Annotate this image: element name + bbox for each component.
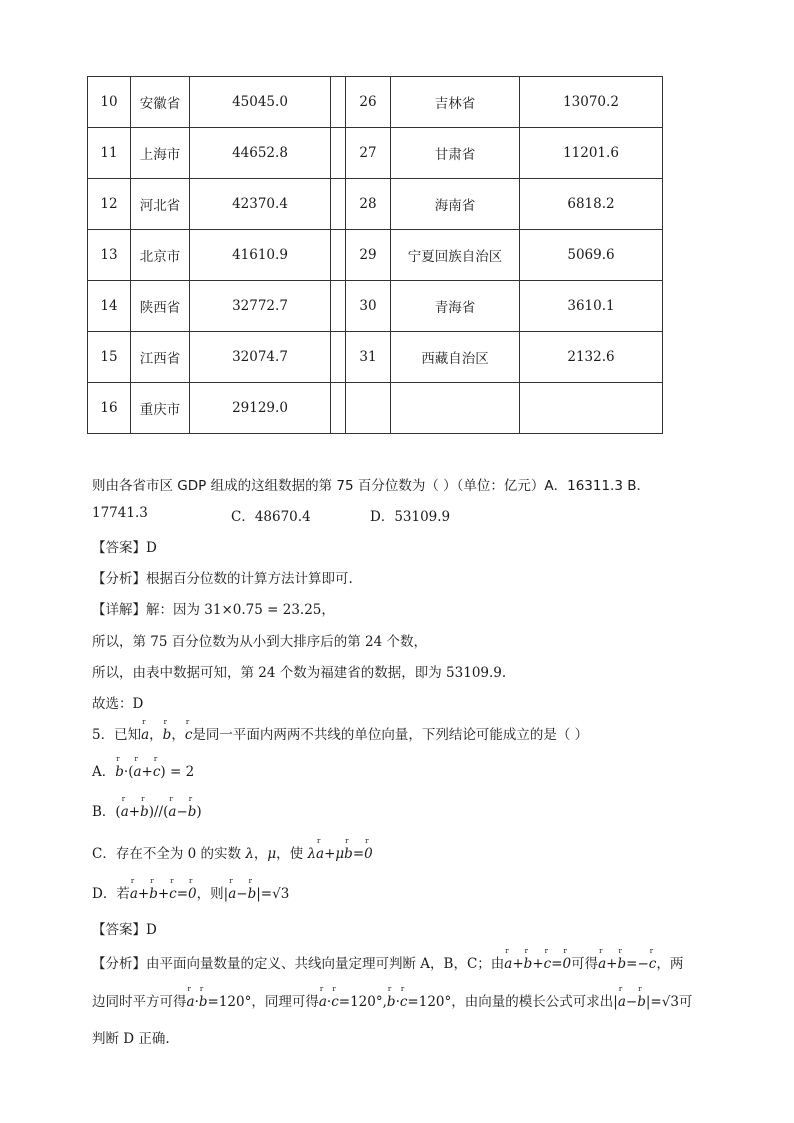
q5-stem: 5．已知r a，r b，r c是同一平面内两两不共线的单位向量，下列结论可能成立的是（ ） [92,723,588,743]
divider-cell [331,128,346,179]
q5-option-b: B．(r a+r b)//(r a−r b) [92,800,202,820]
divider-cell [331,77,346,128]
province-cell: 江西省 [131,332,190,383]
gdp-cell: 45045.0 [190,77,331,128]
divider-cell [331,383,346,434]
q4-options [92,505,451,525]
q4-choose: 故选：D [92,696,144,712]
province-cell: 安徽省 [131,77,190,128]
gdp-table [87,76,663,434]
q4-detail: 【详解】解：因为 31×0.75 = 23.25， [92,602,335,618]
rank-cell: 27 [346,128,391,179]
rank-cell: 16 [88,383,131,434]
table-row [88,230,663,281]
province-cell: 上海市 [131,128,190,179]
rank-cell [346,383,391,434]
gdp-cell: 41610.9 [190,230,331,281]
gdp-cell: 3610.1 [520,281,663,332]
q5-answer: 【答案】D [92,922,157,938]
gdp-cell: 5069.6 [520,230,663,281]
q4-answer: 【答案】D [92,540,157,556]
q5-option-d: D．若r a+r b+r c=r 0，则|r a−r b|=√3 [92,882,289,902]
rank-cell: 15 [88,332,131,383]
q5-option-a: A．r b·(r a+r c) = 2 [92,760,194,780]
divider-cell [331,332,346,383]
table-row [88,332,663,383]
province-cell: 河北省 [131,179,190,230]
q5-analysis-line2: 边同时平方可得r a·r b=120°，同理可得r a·r c=120°,r b·r c=120°，由向量的模长公式可求出|r a−r b|=√3可 [92,990,692,1010]
table-row [88,179,663,230]
province-cell: 甘肃省 [391,128,520,179]
province-cell: 西藏自治区 [391,332,520,383]
province-cell: 吉林省 [391,77,520,128]
rank-cell: 30 [346,281,391,332]
option-b: 17741.3 [92,505,148,521]
divider-cell [331,179,346,230]
q5-analysis-line1: 【分析】由平面向量数量的定义、共线向量定理可判断 A，B，C；由r a+r b+r c=r 0可得r a+r b=−r c，两 [92,952,683,972]
province-cell: 北京市 [131,230,190,281]
rank-cell: 12 [88,179,131,230]
rank-cell: 10 [88,77,131,128]
rank-cell: 14 [88,281,131,332]
q4-detail-line3: 所以，由表中数据可知，第 24 个数为福建省的数据，即为 53109.9. [92,665,507,681]
gdp-cell: 6818.2 [520,179,663,230]
gdp-cell: 13070.2 [520,77,663,128]
q4-question: 则由各省市区 GDP 组成的这组数据的第 75 百分位数为（ ）（单位：亿元）A．16311.3 B． [92,478,650,494]
gdp-cell: 32772.7 [190,281,331,332]
gdp-cell: 32074.7 [190,332,331,383]
province-cell: 重庆市 [131,383,190,434]
province-cell: 海南省 [391,179,520,230]
rank-cell: 28 [346,179,391,230]
rank-cell: 13 [88,230,131,281]
gdp-cell: 11201.6 [520,128,663,179]
province-cell: 青海省 [391,281,520,332]
table-row [88,281,663,332]
option-d: D．53109.9 [370,509,451,525]
q4-analysis: 【分析】根据百分位数的计算方法计算即可. [92,571,353,587]
gdp-cell: 44652.8 [190,128,331,179]
table-row [88,383,663,434]
option-c: C．48670.4 [231,509,311,525]
gdp-cell: 29129.0 [190,383,331,434]
table-row [88,77,663,128]
province-cell: 陕西省 [131,281,190,332]
divider-cell [331,281,346,332]
table-row [88,128,663,179]
rank-cell: 11 [88,128,131,179]
gdp-cell [520,383,663,434]
divider-cell [331,230,346,281]
q4-detail-line2: 所以，第 75 百分位数为从小到大排序后的第 24 个数， [92,634,428,650]
q5-option-c: C．存在不全为 0 的实数 λ，μ，使 λr a+μr b=r 0 [92,842,373,862]
gdp-cell: 42370.4 [190,179,331,230]
q5-analysis-line3: 判断 D 正确. [92,1031,170,1047]
rank-cell: 31 [346,332,391,383]
rank-cell: 26 [346,77,391,128]
rank-cell: 29 [346,230,391,281]
province-cell [391,383,520,434]
gdp-cell: 2132.6 [520,332,663,383]
province-cell: 宁夏回族自治区 [391,230,520,281]
